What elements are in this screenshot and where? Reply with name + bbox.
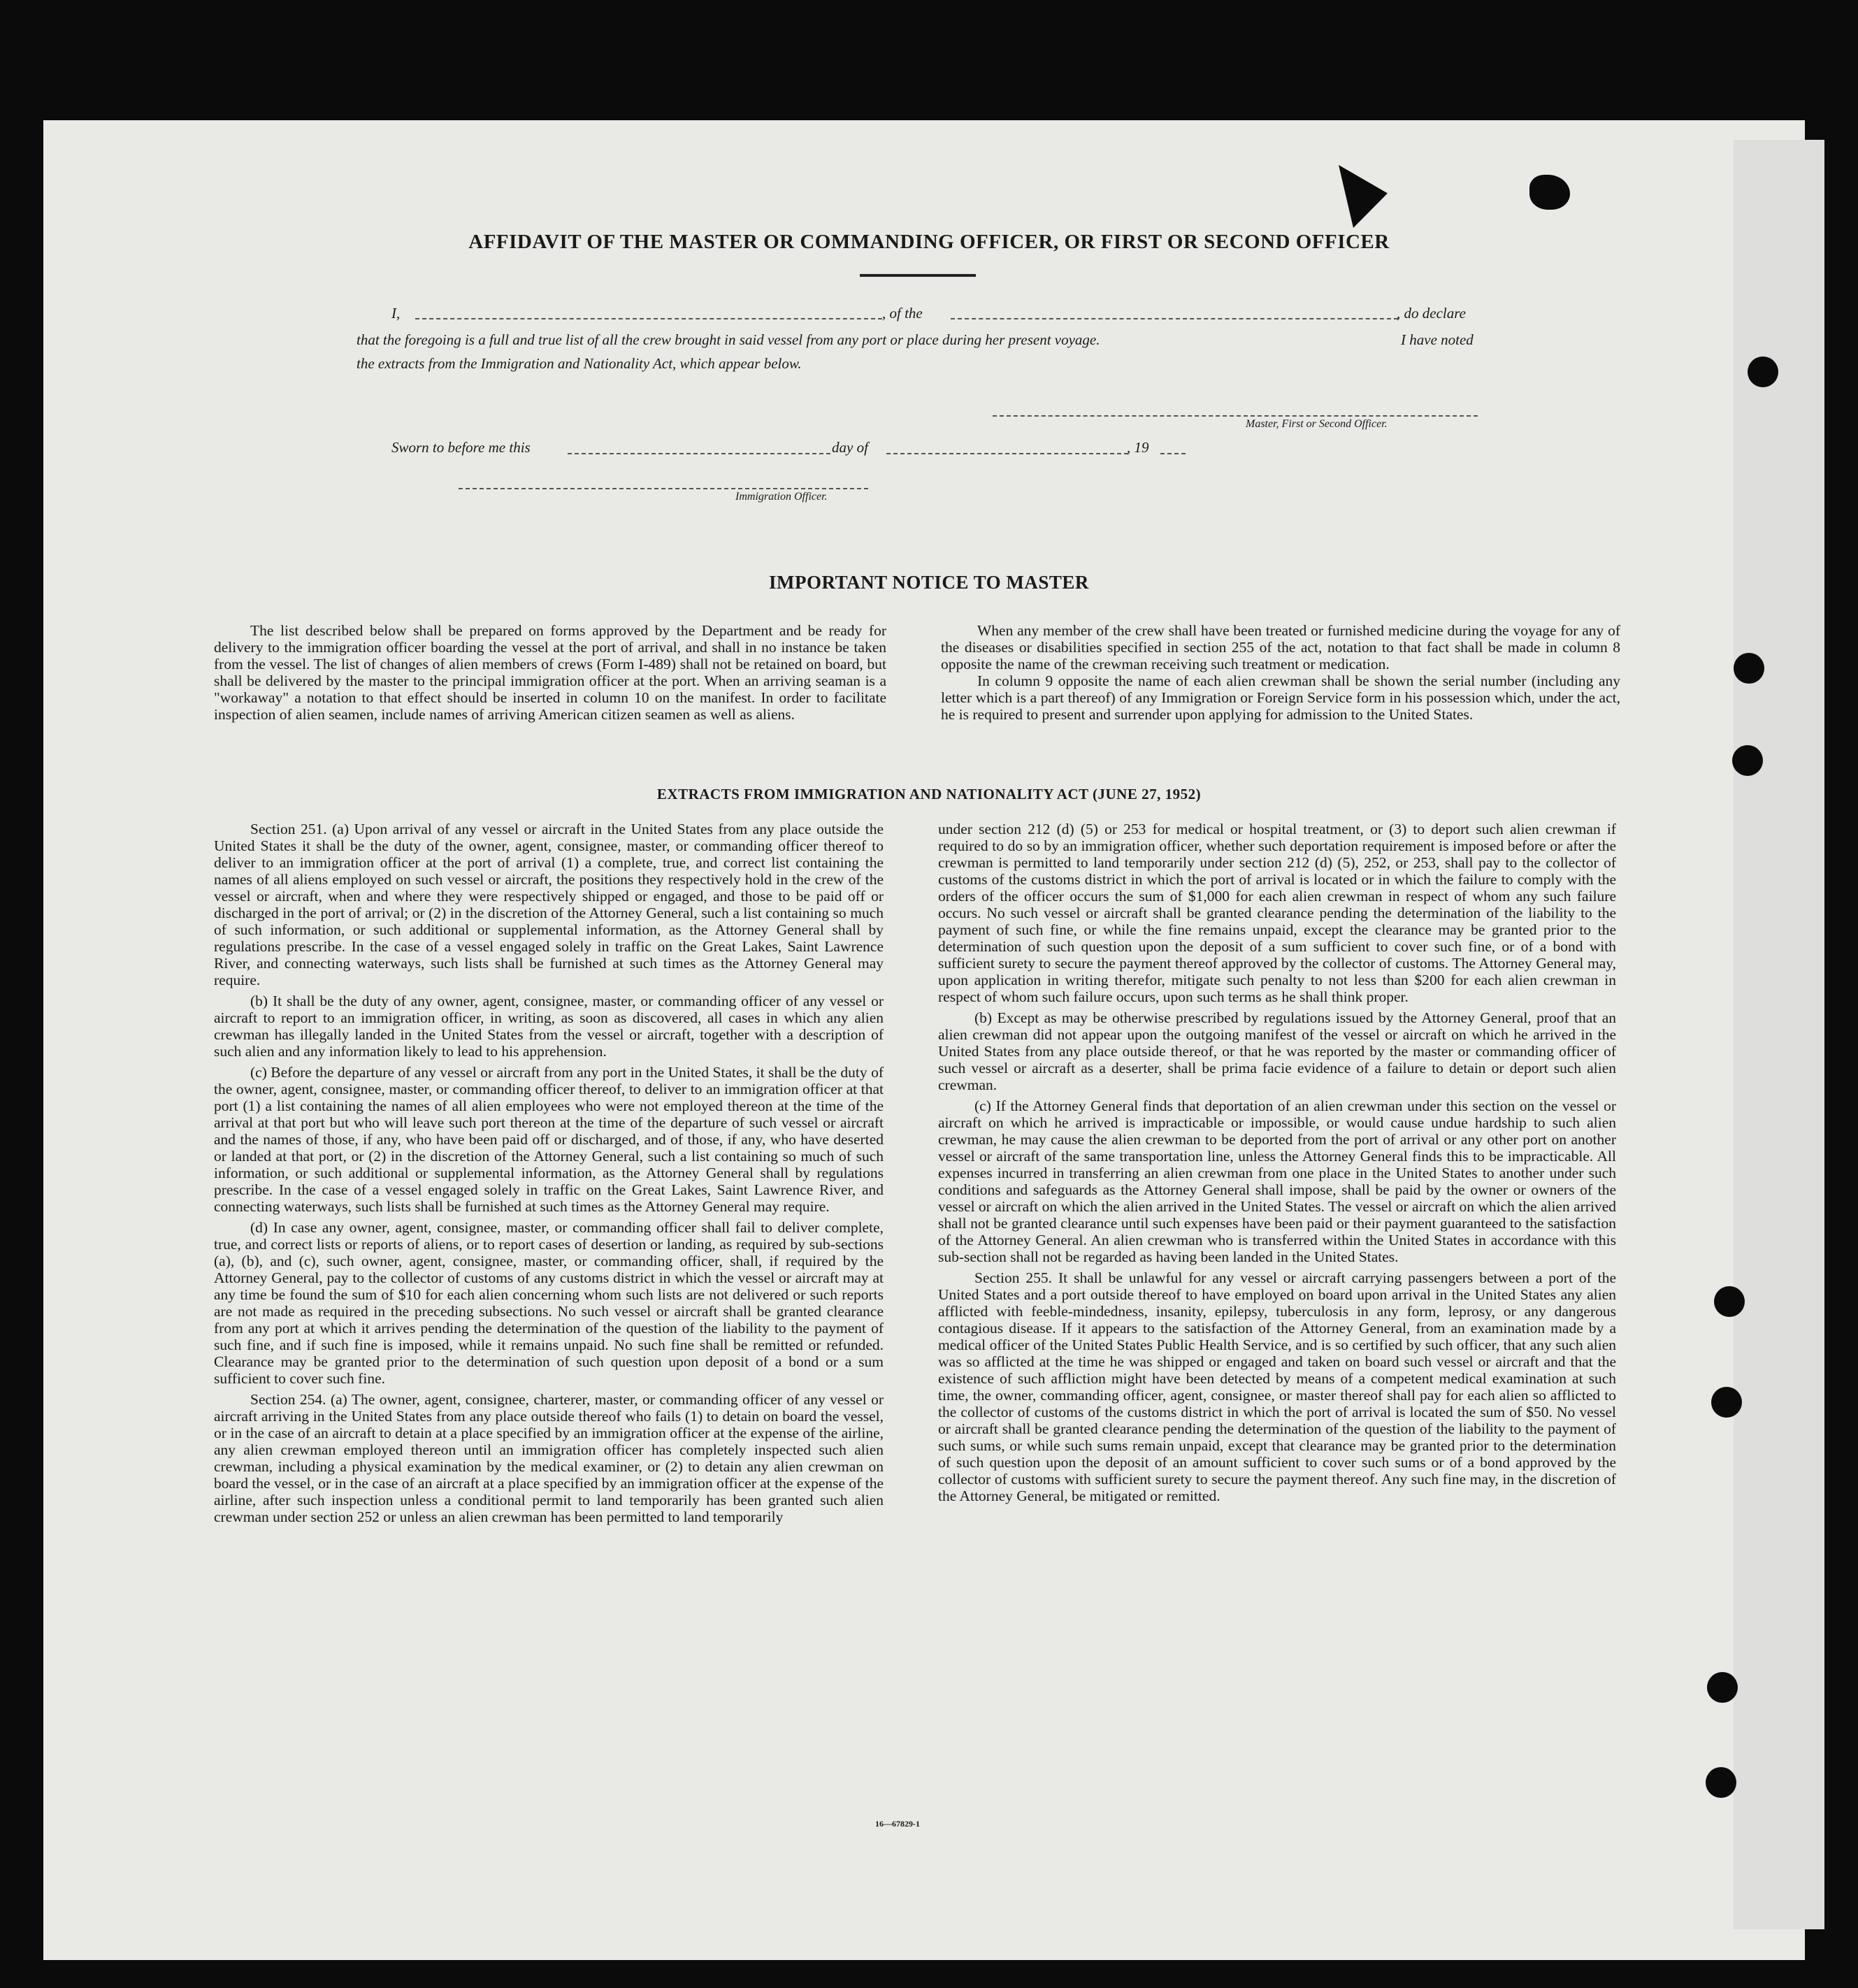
sworn-text: Sworn to before me this xyxy=(391,439,531,456)
affidavit-of-the: , of the xyxy=(882,305,923,322)
punch-hole xyxy=(1734,653,1764,684)
extracts-left-column xyxy=(214,821,884,1529)
extracts-right-column xyxy=(938,821,1616,1508)
punch-hole xyxy=(1706,1767,1736,1798)
affidavit-declare: , do declare xyxy=(1397,305,1466,322)
section-251-b: (b) It shall be the duty of any owner, agent, consignee, master, or commanding officer of any vessel or aircraft to report to an immigration officer, in writing, as soon as discovered, all cases in which any alien crewman has illegally landed in the United States from the vessel or aircraft, together with a description of such alien and any information likely to lead to his apprehension. xyxy=(214,993,884,1060)
punch-hole xyxy=(1732,745,1763,776)
affidavit-line2: that the foregoing is a full and true list of all the crew brought in said vessel from any port or place during her present voyage. xyxy=(357,331,1100,348)
year-prefix: , 19 xyxy=(1127,439,1149,456)
master-signature-field[interactable] xyxy=(993,415,1478,417)
sheet-edge xyxy=(1734,140,1824,1929)
section-254-a-cont: under section 212 (d) (5) or 253 for medical or hospital treatment, or (3) to deport such alien crewman if required to do so by an immigration officer, whether such deportation requirement is imposed before or after the crewman is permitted to land temporarily under section 212 (d) (5), 252, or 253, shall pay to the collector of customs of the customs district in which the port of arrival is located or in which the failure to comply with the orders of the officer occurs the sum of $1,000 for each alien crewman in respect of whom any such failure occurs. No such vessel or aircraft shall be granted clearance pending the determination of the liability to the payment of such fine, or while the fine remains unpaid, except the clearance may be granted prior to the determination of such question upon the deposit of a sum sufficient to cover such fine, or of a bond with sufficient surety to secure the payment thereof approved by the collector of customs. The Attorney General may, upon application in writing therefor, mitigate such penalty to not less than $200 for each alien crewman in respect of whom such failure occurs, upon such terms as he shall think proper. xyxy=(938,821,1616,1005)
section-251-c: (c) Before the departure of any vessel or aircraft from any port in the United States, it shall be the duty of the owner, agent, consignee, master, or commanding officer thereof, to deliver to an immigration officer at that port (1) a list containing the names of all alien employees who were not employed thereon at the time of the arrival at that port but who will leave such port thereon at the time of the departure of such vessel or aircraft and the names of those, if any, who have been paid off or discharged, and of those, if any, who have deserted or landed at that port, or (2) in the discretion of the Attorney General, such a list containing so much of such information, or such additional or supplemental information, as the Attorney General shall by regulations prescribe. In the case of a vessel engaged solely in traffic on the Great Lakes, Saint Lawrence River, and connecting waterways, such lists shall be furnished at such times as the Attorney General may require. xyxy=(214,1064,884,1215)
notice-left-paragraph: The list described below shall be prepared on forms approved by the Department and be ready for delivery to the immigration officer boarding the vessel at the port of arrival, and shall in no instance be taken from the vessel. The list of changes of alien members of crews (Form I-489) shall not be retained on board, but shall be delivered by the master to the principal immigration officer at the port. When an arriving seaman is a "workaway" a notation to that effect should be inserted in column 10 on the manifest. In order to facilitate inspection of alien seamen, include names of arriving American citizen seamen as well as aliens. xyxy=(214,622,886,723)
punch-hole xyxy=(1711,1387,1742,1418)
section-254-c: (c) If the Attorney General finds that deportation of an alien crewman under this section on the vessel or aircraft on which he arrived is impracticable or impossible, or would cause undue hardship to such alien crewman, he may cause the alien crewman to be deported from the port of arrival or any other port on another vessel or aircraft of the same transportation line, unless the Attorney General finds this to be impracticable. All expenses incurred in transferring an alien crewman from one place in the United States to another under such conditions and safeguards as the Attorney General shall impose, shall be paid by the owner or owners of the vessel or aircraft on which the alien arrived in the United States. The vessel or aircraft on which the alien arrived shall not be granted clearance until such expenses have been paid or their payment guaranteed to the satisfaction of the Attorney General. An alien crewman who is transferred within the United States in accordance with this sub-section shall not be regarded as having been landed in the United States. xyxy=(938,1097,1616,1265)
punch-hole xyxy=(1714,1286,1745,1317)
title-underline xyxy=(860,274,976,277)
name-field[interactable] xyxy=(415,318,882,319)
section-251-d: (d) In case any owner, agent, consignee, master, or commanding officer shall fail to deliver complete, true, and correct lists or reports of aliens, or to report cases of desertion or landing, as required by sub-sections (a), (b), and (c), such owner, agent, consignee, master, or commanding officer, shall, if required by the Attorney General, pay to the collector of customs of any customs district in which the vessel or aircraft may at any time be found the sum of $10 for each alien concerning whom such lists are not delivered or such reports are not made as required in the preceding subsections. No such vessel or aircraft shall be granted clearance from any port at which it arrives pending the determination of the question of the liability to the payment of such fine, and if such fine is imposed, while it remains unpaid. No such fine shall be remitted or refunded. Clearance may be granted prior to the determination of such question upon deposit of a bond or a sum sufficient to cover such fine. xyxy=(214,1219,884,1387)
section-254-b: (b) Except as may be otherwise prescribed by regulations issued by the Attorney General, proof that an alien crewman did not appear upon the outgoing manifest of the vessel or aircraft on which he arrived in the United States from any place outside thereof, or that he was reported by the master or commanding officer of such vessel or aircraft as a deserter, shall be prima facie evidence of a failure to detain or deport such alien crewman. xyxy=(938,1009,1616,1093)
affidavit-line2-b: I have noted xyxy=(1401,331,1474,348)
affidavit-title: AFFIDAVIT OF THE MASTER OR COMMANDING OFFICER, OR FIRST OR SECOND OFFICER xyxy=(468,231,1390,253)
section-255: Section 255. It shall be unlawful for any vessel or aircraft carrying passengers between a port of the United States and a port outside thereof to have employed on board upon arrival in the United States any alien afflicted with feeble-mindedness, insanity, epilepsy, tuberculosis in any form, leprosy, or any dangerous contagious disease. If it appears to the satisfaction of the Attorney General, from an examination made by a medical officer of the United States Public Health Service, and is so certified by such officer, that any such alien was so afflicted at the time he was shipped or engaged and taken on board such vessel or aircraft and that the existence of such affliction might have been detected by means of a competent medical examination at such time, the owner, commanding officer, agent, consignee, or master thereof shall pay for each alien so afflicted to the collector of customs of the customs district in which the port of arrival is located the sum of $50. No vessel or aircraft shall be granted clearance pending the determination of the question of the liability to the payment of such sums, or while such sums remain unpaid, except that clearance may be granted prior to the determination of such question upon the deposit of an amount sufficient to cover such sums or of a bond approved by the collector of customs with sufficient surety to secure the payment thereof. Any such fine may, in the discretion of the Attorney General, be mitigated or remitted. xyxy=(938,1269,1616,1504)
notice-title: IMPORTANT NOTICE TO MASTER xyxy=(769,572,1089,593)
form-number: 16—67829-1 xyxy=(875,1819,920,1829)
section-254-a: Section 254. (a) The owner, agent, consignee, charterer, master, or commanding officer of any vessel or aircraft arriving in the United States from any place outside thereof who fails (1) to detain on board the vessel, or in the case of an aircraft to detain at a place specified by an immigration officer at the expense of the airline, any alien crewman employed thereon until an immigration officer has completely inspected such alien crewman, including a physical examination by the medical examiner, or (2) to detain any alien crewman on board the vessel, or in the case of an aircraft at a place specified by an immigration officer at the expense of the airline, after such inspection unless a conditional permit to land temporarily has been granted such alien crewman under section 252 or unless an alien crewman has been permitted to land temporarily xyxy=(214,1391,884,1525)
day-of-text: day of xyxy=(832,439,868,456)
officer-signature-label: Immigration Officer. xyxy=(735,491,828,503)
ink-blot xyxy=(1529,175,1570,210)
affidavit-line1-i: I, xyxy=(391,305,401,322)
sworn-year-field[interactable] xyxy=(1160,453,1186,454)
vessel-field[interactable] xyxy=(951,318,1398,319)
punch-hole xyxy=(1748,356,1778,387)
affidavit-line3: the extracts from the Immigration and Nationality Act, which appear below. xyxy=(357,355,802,372)
sworn-day-field[interactable] xyxy=(568,453,830,454)
master-signature-label: Master, First or Second Officer. xyxy=(1246,418,1388,430)
extracts-title: EXTRACTS FROM IMMIGRATION AND NATIONALITY ACT (JUNE 27, 1952) xyxy=(656,786,1202,802)
notice-left-column xyxy=(214,622,886,727)
notice-right-paragraph-1: When any member of the crew shall have been treated or furnished medicine during the voyage for any of the diseases or disabilities specified in section 255 of the act, notation to that fact shall be made in column 8 opposite the name of the crewman receiving such treatment or medication. xyxy=(941,622,1620,672)
sworn-month-field[interactable] xyxy=(886,453,1128,454)
section-251-a: Section 251. (a) Upon arrival of any vessel or aircraft in the United States from any place outside the United States it shall be the duty of the owner, agent, consignee, master, or commanding officer thereof to deliver to an immigration officer at the port of arrival (1) a complete, true, and correct list containing the names of all aliens employed on such vessel or aircraft, the positions they respectively hold in the crew of the vessel or aircraft, when and where they were respectively shipped or engaged, and those to be paid off or discharged in the port of arrival; or (2) in the discretion of the Attorney General, such a list containing so much of such information, or such additional or supplemental information, as the Attorney General shall by regulations prescribe. In the case of a vessel engaged solely in traffic on the Great Lakes, Saint Lawrence River, and connecting waterways, such lists shall be furnished at such times as the Attorney General may require. xyxy=(214,821,884,988)
notice-right-column xyxy=(941,622,1620,727)
punch-hole xyxy=(1707,1672,1738,1703)
notice-right-paragraph-2: In column 9 opposite the name of each alien crewman shall be shown the serial number (including any letter which is a part thereof) of any Immigration or Foreign Service form in his possession which, under the act, he is required to present and surrender upon applying for admission to the United States. xyxy=(941,672,1620,723)
officer-signature-field[interactable] xyxy=(459,488,868,489)
